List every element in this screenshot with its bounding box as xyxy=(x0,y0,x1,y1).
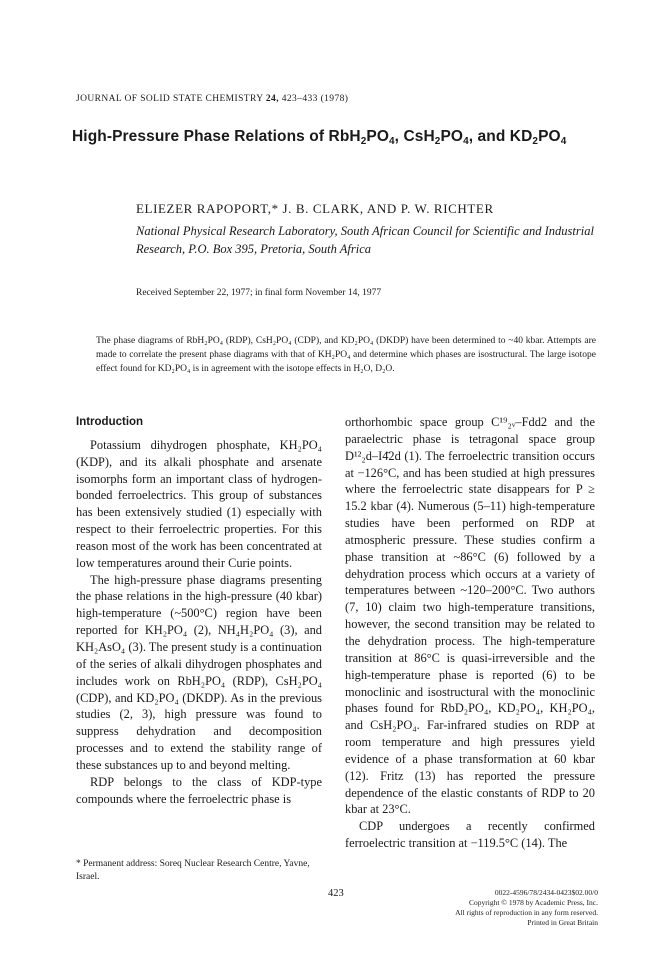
copyright-line: All rights of reproduction in any form reserved. xyxy=(455,908,598,917)
copyright-line: Copyright © 1978 by Academic Press, Inc. xyxy=(468,898,598,907)
paper-title: High-Pressure Phase Relations of $RbH_2PO_4$, $CsH_2PO_4$, and $KD_2PO_4$ xyxy=(72,128,567,147)
journal-volume: 24, xyxy=(265,94,279,104)
right-column xyxy=(345,414,595,852)
journal-pages: 423–433 (1978) xyxy=(281,94,349,104)
received-dates: Received September 22, 1977; in final form November 14, 1977 xyxy=(136,288,382,298)
paragraph: RDP belongs to the class of KDP-type compounds where the ferroelectric phase is xyxy=(76,774,322,806)
copyright-line: Printed in Great Britain xyxy=(527,918,598,927)
footnote: * Permanent address: Soreq Nuclear Research Centre, Yavne, Israel. xyxy=(76,859,310,882)
paragraph: Potassium dihydrogen phosphate, KH₂PO₄ (KDP), and its alkali phosphate and arsenate isomorphs form an important class of hydrogen-bonded ferroelectrics. This group of substances has been extensively studied (1) especially with respect to their ferroelectric properties. For this reason most of the work has been concentrated at low temperatures around their Curie points. xyxy=(76,437,322,570)
journal-header xyxy=(76,94,348,104)
affiliation: National Physical Research Laboratory, South African Council for Scientific and Industrial Research, P.O. Box 395, Pretoria, South Africa xyxy=(136,224,594,256)
paragraph: CDP undergoes a recently confirmed ferroelectric transition at −119.5°C (14). The xyxy=(345,819,595,851)
journal-name: JOURNAL OF SOLID STATE CHEMISTRY xyxy=(76,94,264,104)
abstract: The phase diagrams of RbH₂PO₄ (RDP), CsH₂PO₄ (CDP), and KD₂PO₄ (DKDP) have been determined to ~40 kbar. Attempts are made to correlate the present phase diagrams with that of KH₂PO₄ and determine which phases are isostructural. The large isotope effect found for KD₂PO₄ is in agreement with the isotope effects in H₂O, D₂O. xyxy=(96,336,596,374)
copyright-block xyxy=(436,888,598,928)
section-heading: Introduction xyxy=(76,416,144,428)
page-number: 423 xyxy=(328,888,344,899)
author-list: ELIEZER RAPOPORT,* J. B. CLARK, AND P. W. RICHTER xyxy=(136,201,494,216)
left-column xyxy=(76,414,322,807)
copyright-line: 0022-4596/78/2434-0423$02.00/0 xyxy=(494,888,598,897)
paragraph: orthorhombic space group C¹⁹₂ᵥ–Fdd2 and the paraelectric phase is tetragonal space group D¹²₂d–I4̄2d (1). The ferroelectric transition occurs at −126°C, and has been studied at high pressures where the ferroelectric state disappears for P ≥ 15.2 kbar (4). Numerous (5–11) high-temperature studies have been performed on RDP at atmospheric pressure. These studies confirm a phase transition at ~86°C (6) followed by a dehydration process which occurs at a variety of temperatures between ~120–200°C. Two authors (7, 10) claim two high-temperature transitions, however, the second transition may be related to the dehydration process. The high-temperature transition at 86°C is quasi-irreversible and the high-temperature phase is reported (6) to be monoclinic and isostructural with the monoclinic phases found for RbD₂PO₄, KD₂PO₄, KH₂PO₄, and CsH₂PO₄. Far-infrared studies on RDP at room temperature and high pressures yield evidence of a phase transformation at 60 kbar (12). Fritz (13) has reported the pressure dependence of the elastic constants of RDP to 20 kbar at 23°C. xyxy=(345,415,595,817)
paragraph: The high-pressure phase diagrams presenting the phase relations in the high-pressure (40 kbar) high-temperature (~500°C) region have been reported for KH₂PO₄ (2), NH₄H₂PO₄ (3), and KH₂AsO₄ (3). The present study is a continuation of the series of alkali dihydrogen phosphates and includes work on RbH₂PO₄ (RDP), CsH₂PO₄ (CDP), and KD₂PO₄ (DKDP). As in the previous studies (2, 3), high pressure was found to suppress dehydration and decomposition processes and to extend the stability range of these substances up to and beyond melting. xyxy=(76,572,322,772)
